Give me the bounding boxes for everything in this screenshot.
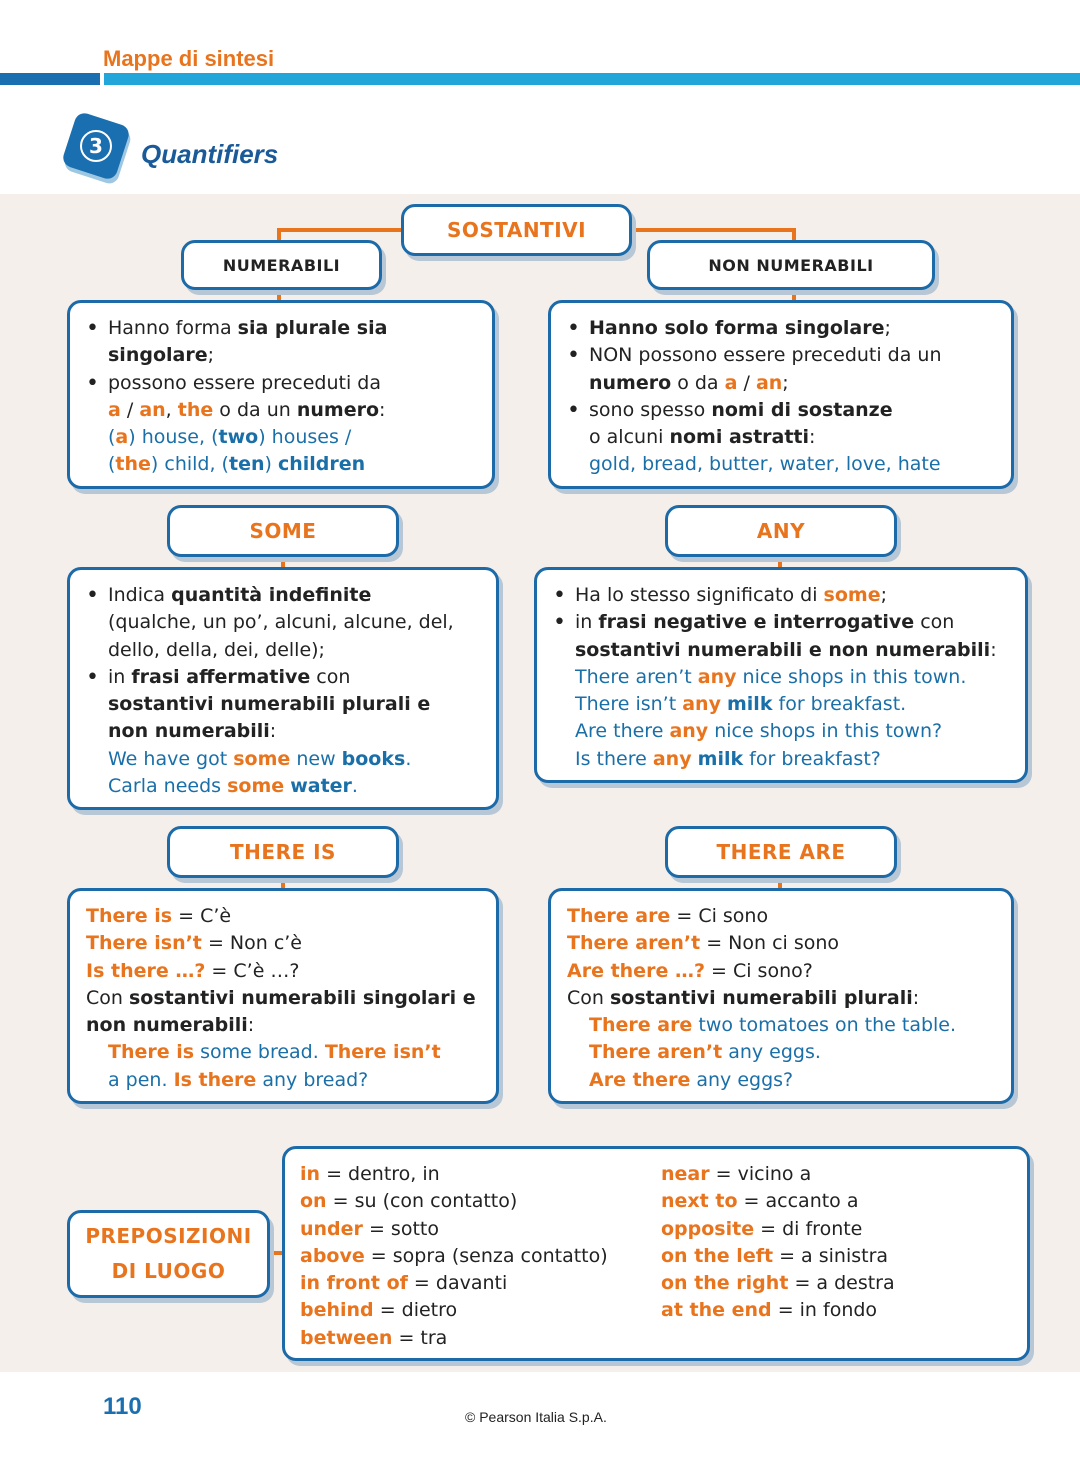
any-bullet-2: • in frasi negative e interrogative con sostantivi numerabili e non numerabili: There aren’t any nice shops in this town. There isn’t any milk for breakfast. Are there any nice shops in this town? Is there any milk for breakfast? — [553, 609, 1011, 773]
preposition-term: next to — [661, 1190, 738, 1213]
preposition-term: near — [661, 1163, 710, 1185]
preposition-term: in — [300, 1163, 321, 1185]
some-box — [67, 567, 499, 810]
preposition-term: between — [300, 1326, 393, 1349]
connector-right-h — [630, 228, 796, 232]
preposition-term: under — [300, 1217, 363, 1240]
preposition-term: at the end — [661, 1299, 772, 1322]
there-is-line-3: Is there …? = C’è …? — [86, 959, 300, 982]
preposition-term: on — [300, 1190, 327, 1213]
any-example-2: There isn’t any milk for breakfast. — [575, 693, 907, 716]
preposition-translation: = davanti — [407, 1272, 508, 1295]
preposition-translation: = sopra (senza contatto) — [364, 1244, 608, 1267]
some-example-2: Carla needs some water. — [108, 775, 358, 798]
prep-right-row — [661, 1297, 895, 1324]
label-there-are: THERE ARE — [665, 826, 897, 878]
countable-example-2: (the) child, (ten) children — [108, 453, 366, 476]
any-bullet-1: • Ha lo stesso significato di some; — [553, 582, 1011, 609]
any-box — [534, 567, 1028, 783]
there-are-line-2: There aren’t = Non ci sono — [567, 932, 840, 955]
there-is-example-2: a pen. Is there any bread? — [108, 1068, 369, 1091]
there-is-line-5: non numerabili: — [86, 1014, 255, 1037]
preposition-translation: = a destra — [788, 1272, 895, 1295]
there-are-line-3: Are there …? = Ci sono? — [567, 959, 813, 982]
any-example-3: Are there any nice shops in this town? — [575, 720, 943, 743]
preposition-term: above — [300, 1244, 365, 1267]
prep-left-row — [300, 1297, 608, 1324]
page-number: 110 — [103, 1393, 142, 1420]
prep-right-row — [661, 1270, 895, 1297]
there-is-box — [67, 888, 499, 1104]
label-sostantivi: SOSTANTIVI — [401, 204, 632, 256]
there-are-box — [548, 888, 1014, 1104]
some-bullet-1: • Indica quantità indefinite (qualche, un po’, alcuni, alcune, del, dello, della, dei, delle); — [86, 582, 482, 664]
preposition-translation: = su (con contatto) — [326, 1190, 518, 1213]
prepositions-right-column — [661, 1161, 895, 1325]
preposition-translation: = dentro, in — [320, 1163, 440, 1185]
preposition-term: opposite — [661, 1217, 755, 1240]
prep-right-row — [661, 1216, 895, 1243]
countable-bullet-2: • possono essere preceduti da a / an, the o da un numero: (a) house, (two) houses / (the) child, (ten) children — [86, 370, 478, 479]
prep-left-row — [300, 1325, 608, 1352]
prepositions-box — [282, 1146, 1030, 1361]
unit-number-wrap — [68, 118, 124, 174]
there-are-example-3: Are there any eggs? — [589, 1068, 794, 1091]
label-non-numerabili: NON NUMERABILI — [647, 240, 935, 290]
prep-left-row — [300, 1161, 608, 1188]
uncountable-bullet-2: • NON possono essere preceduti da un numero o da a / an; — [567, 342, 997, 397]
prep-left-row — [300, 1188, 608, 1215]
preposition-translation: = vicino a — [709, 1163, 812, 1185]
countable-bullet-1: • Hanno forma sia plurale sia singolare; — [86, 315, 478, 370]
copyright: © Pearson Italia S.p.A. — [465, 1409, 607, 1425]
preposition-translation: = dietro — [373, 1299, 458, 1322]
countable-box — [67, 300, 495, 489]
preposition-translation: = sotto — [362, 1217, 439, 1240]
prep-right-row — [661, 1161, 895, 1188]
connector-left-h — [277, 228, 403, 232]
prep-right-row — [661, 1188, 895, 1215]
prep-label-line-1: PREPOSIZIONI — [85, 1224, 252, 1248]
preposition-translation: = tra — [392, 1326, 448, 1349]
some-bullet-2: • in frasi affermative con sostantivi numerabili plurali e non numerabili: We have got some new books. Carla needs some water. — [86, 664, 482, 800]
preposition-term: on the left — [661, 1244, 774, 1267]
preposition-term: behind — [300, 1299, 374, 1322]
there-are-example-2: There aren’t any eggs. — [589, 1041, 821, 1064]
uncountable-bullet-1: • Hanno solo forma singolare; — [567, 315, 997, 342]
unit-number: 3 — [80, 130, 112, 162]
there-is-line-1: There is = C’è — [86, 905, 232, 927]
prep-label-line-2: DI LUOGO — [111, 1259, 226, 1283]
there-are-line-4: Con sostantivi numerabili plurali: — [567, 986, 920, 1009]
uncountable-box — [548, 300, 1014, 489]
there-are-example-1: There are two tomatoes on the table. — [589, 1014, 957, 1037]
label-any: ANY — [665, 505, 897, 557]
page-title: Quantifiers — [141, 139, 279, 169]
any-example-1: There aren’t any nice shops in this town. — [575, 665, 967, 688]
label-some: SOME — [167, 505, 399, 557]
there-are-line-1: There are = Ci sono — [567, 905, 769, 927]
countable-example-1: (a) house, (two) houses / — [108, 426, 352, 449]
prep-left-row — [300, 1270, 608, 1297]
label-preposizioni — [67, 1210, 270, 1298]
header-bar-light — [104, 73, 1080, 85]
preposition-translation: = a sinistra — [773, 1244, 889, 1267]
there-is-line-2: There isn’t = Non c’è — [86, 932, 302, 955]
prep-left-row — [300, 1243, 608, 1270]
preposition-term: in front of — [300, 1272, 408, 1295]
uncountable-examples: gold, bread, butter, water, love, hate — [589, 453, 941, 476]
header-bar-dark — [0, 73, 100, 85]
label-numerabili: NUMERABILI — [181, 240, 382, 290]
any-example-4: Is there any milk for breakfast? — [575, 747, 881, 770]
prep-left-row — [300, 1216, 608, 1243]
preposition-translation: = di fronte — [754, 1217, 863, 1240]
preposition-translation: = accanto a — [737, 1190, 859, 1213]
prepositions-left-column — [300, 1161, 608, 1352]
section-heading: Mappe di sintesi — [103, 46, 275, 71]
prep-right-row — [661, 1243, 895, 1270]
there-is-example-1: There is some bread. There isn’t — [108, 1041, 441, 1064]
label-there-is: THERE IS — [167, 826, 399, 878]
preposition-term: on the right — [661, 1272, 789, 1295]
preposition-translation: = in fondo — [771, 1299, 878, 1322]
there-is-line-4: Con sostantivi numerabili singolari e — [86, 986, 476, 1009]
some-example-1: We have got some new books. — [108, 747, 412, 770]
uncountable-bullet-3: • sono spesso nomi di sostanze o alcuni nomi astratti: gold, bread, butter, water, love, hate — [567, 397, 997, 479]
